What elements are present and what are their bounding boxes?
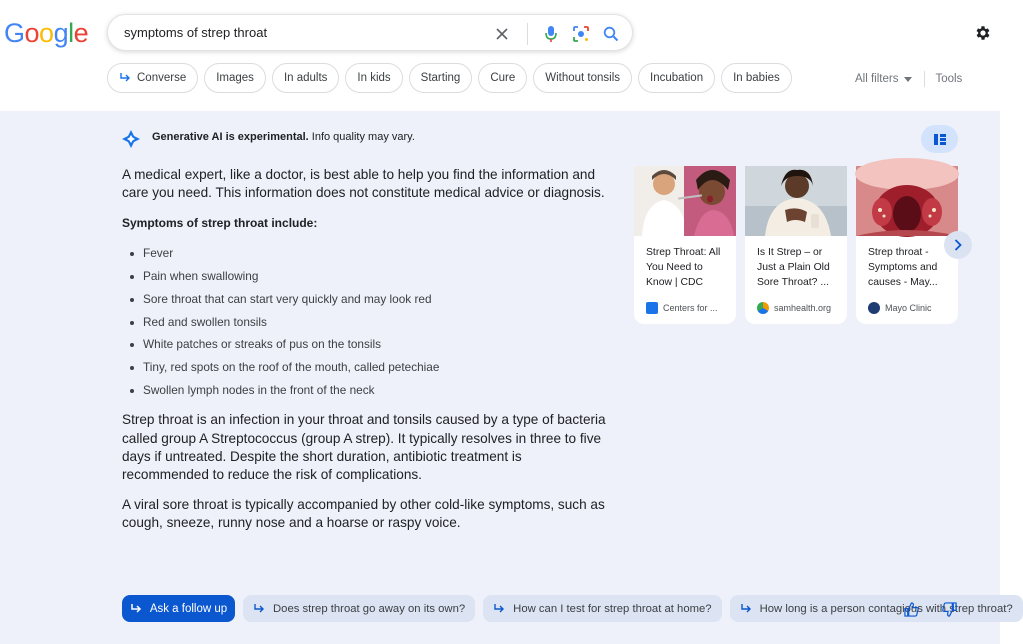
search-box[interactable] — [107, 14, 633, 51]
list-item: Pain when swallowing — [122, 265, 607, 288]
chip-starting[interactable] — [409, 63, 473, 93]
chevron-right-icon — [954, 239, 962, 251]
filter-tools — [855, 71, 962, 87]
symptoms-heading: Symptoms of strep throat include: — [122, 216, 318, 231]
microphone-icon[interactable] — [540, 23, 562, 45]
ai-disclaimer: Generative AI is experimental. Info quality may vary. — [152, 131, 415, 143]
layout-icon — [934, 134, 946, 145]
source-card[interactable] — [856, 166, 958, 324]
search-chips — [107, 63, 792, 93]
source-name: Mayo Clinic — [885, 303, 932, 313]
list-item: Sore throat that can start very quickly and may look red — [122, 288, 607, 311]
chip-incubation[interactable] — [638, 63, 715, 93]
source-name: Centers for ... — [663, 303, 718, 313]
all-filters-button[interactable]: All filters — [855, 73, 899, 85]
chip-label: Cure — [490, 72, 516, 84]
lens-icon[interactable] — [570, 23, 592, 45]
chip-label: In babies — [733, 72, 780, 84]
chip-cure[interactable] — [478, 63, 527, 93]
list-item: Tiny, red spots on the roof of the mouth, called petechiae — [122, 356, 607, 379]
ask-label: Ask a follow up — [149, 602, 228, 615]
ask-follow-up-button[interactable] — [122, 595, 235, 622]
chip-label: Without tonsils — [545, 72, 621, 84]
card-source — [757, 302, 831, 314]
card-thumbnail — [745, 166, 847, 236]
card-source — [646, 302, 718, 314]
follow-up-arrow-icon — [253, 603, 265, 615]
converse-arrow-icon — [119, 72, 131, 84]
suggestion-chip[interactable] — [243, 595, 475, 622]
chip-label: In kids — [357, 72, 391, 84]
thumbs-down-icon[interactable] — [941, 601, 957, 617]
filters-divider — [924, 71, 925, 87]
settings-gear-icon[interactable] — [972, 22, 994, 44]
dropdown-arrow-icon — [904, 77, 912, 82]
list-item: Swollen lymph nodes in the front of the neck — [122, 379, 607, 402]
ai-overview-panel — [0, 111, 1013, 644]
list-item: Fever — [122, 242, 607, 265]
chip-label: In adults — [283, 72, 328, 84]
google-logo[interactable]: Google — [4, 18, 89, 48]
chip-without-tonsils[interactable] — [533, 63, 632, 93]
clear-icon[interactable] — [491, 23, 513, 45]
follow-up-arrow-icon — [493, 603, 505, 615]
card-title: Is It Strep – or Just a Plain Old Sore Throat? ... — [757, 247, 830, 288]
source-card[interactable] — [745, 166, 847, 324]
cdc-favicon-icon — [646, 302, 658, 314]
suggestion-label: How long is a person contagious with strep throat? — [759, 602, 1013, 615]
chip-label: Incubation — [650, 72, 704, 84]
explanation-paragraph: Strep throat is an infection in your throat and tonsils caused by a type of bacteria called group A Streptococcus (group A strep). It typically resolves in three to five days if untreated. Despite the short duration, antibiotic treatment is recommended to reduce the risk of complications. — [122, 412, 606, 482]
list-item: White patches or streaks of pus on the tonsils — [122, 333, 607, 356]
suggestion-chip[interactable] — [483, 595, 721, 622]
card-source — [868, 302, 932, 314]
source-name: samhealth.org — [774, 303, 832, 313]
tools-button[interactable]: Tools — [935, 73, 963, 85]
search-divider — [527, 23, 528, 45]
source-cards — [634, 166, 958, 324]
chip-in-kids[interactable] — [345, 63, 402, 93]
suggestion-chip[interactable] — [730, 595, 1023, 622]
chip-in-adults[interactable] — [272, 63, 339, 93]
card-title: Strep throat - Symptoms and causes - May... — [868, 247, 938, 288]
suggestions-row — [243, 595, 1013, 622]
layout-toggle-button[interactable] — [921, 125, 958, 153]
search-input[interactable] — [124, 25, 484, 40]
follow-up-arrow-icon — [130, 603, 142, 615]
symptom-list — [122, 242, 607, 401]
chip-images[interactable] — [204, 63, 266, 93]
suggestion-label: Does strep throat go away on its own? — [273, 602, 466, 615]
card-thumbnail — [856, 166, 958, 236]
chip-label: Converse — [137, 72, 187, 84]
list-item: Red and swollen tonsils — [122, 311, 607, 334]
card-thumbnail — [634, 166, 736, 236]
viral-paragraph: A viral sore throat is typically accompanied by other cold-like symptoms, such as cough, sneeze, runny nose and a hoarse or raspy voice. — [122, 497, 605, 531]
chip-label: Images — [216, 72, 254, 84]
cards-next-button[interactable] — [944, 231, 972, 259]
thumbs-up-icon[interactable] — [903, 601, 919, 617]
intro-paragraph: A medical expert, like a doctor, is best able to help you find the information and care you need. This information does not constitute medical advice or diagnosis. — [122, 167, 605, 201]
chip-converse[interactable] — [107, 63, 198, 93]
search-icon[interactable] — [600, 23, 622, 45]
card-title: Strep Throat: All You Need to Know | CDC — [646, 247, 721, 288]
ai-answer-body — [122, 166, 607, 533]
generative-ai-sparkle-icon — [122, 130, 140, 148]
mayo-clinic-favicon-icon — [868, 302, 880, 314]
samhealth-favicon-icon — [757, 302, 769, 314]
chip-in-babies[interactable] — [721, 63, 792, 93]
chip-label: Starting — [420, 72, 461, 84]
suggestion-label: How can I test for strep throat at home? — [513, 602, 712, 615]
follow-up-arrow-icon — [740, 603, 752, 615]
source-card[interactable] — [634, 166, 736, 324]
